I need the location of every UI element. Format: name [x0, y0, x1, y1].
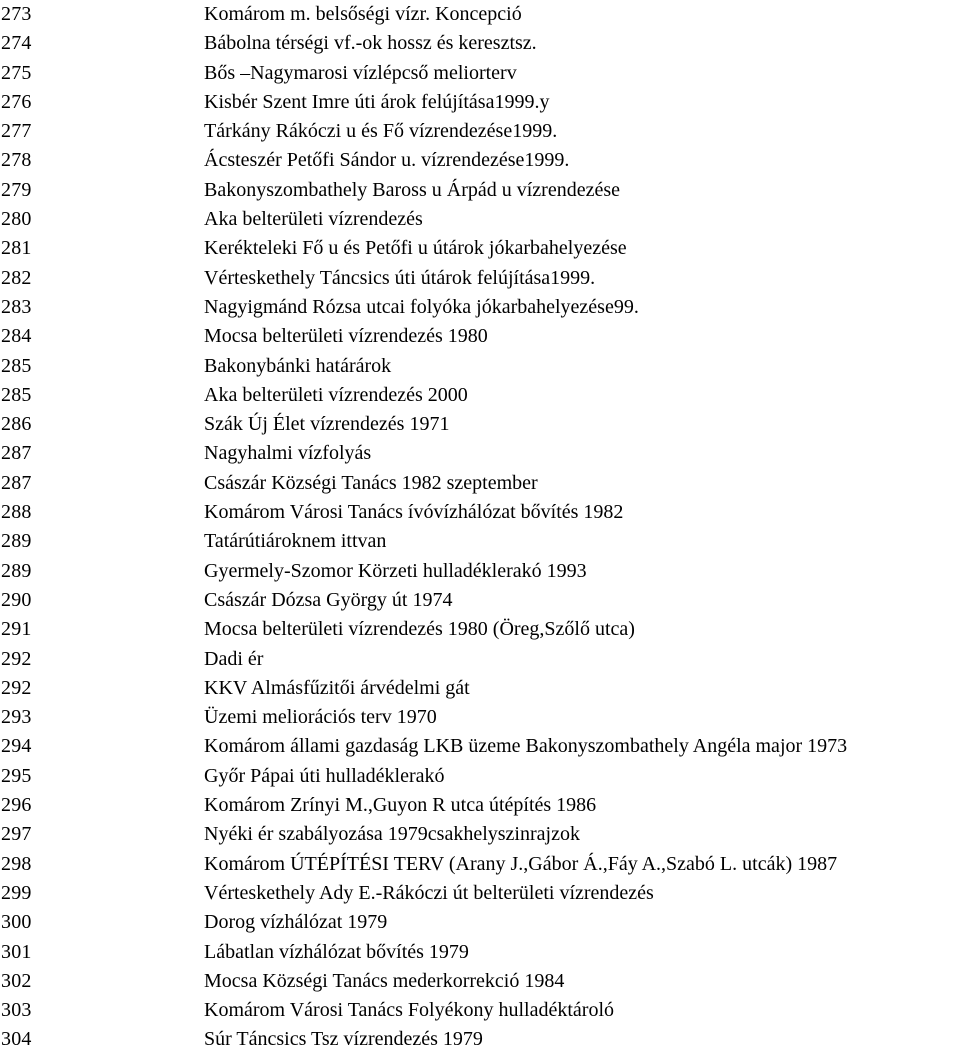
entry-number: 289 [1, 530, 32, 553]
list-item [0, 176, 960, 205]
entry-title: Bakonyszombathely Baross u Árpád u vízrendezése [204, 178, 620, 201]
entry-title: Komárom állami gazdaság LKB üzeme Bakonyszombathely Angéla major 1973 [204, 735, 848, 758]
entry-title: Császár Községi Tanács 1982 szeptember [204, 471, 538, 494]
entry-title: Kerékteleki Fő u és Petőfi u útárok jókarbahelyezése [204, 237, 627, 260]
list-item [0, 234, 960, 263]
entry-number: 282 [1, 266, 32, 289]
entry-number: 304 [1, 1028, 32, 1051]
entry-number: 301 [1, 940, 32, 963]
entry-number: 291 [1, 618, 32, 641]
entry-number: 303 [1, 999, 32, 1022]
list-item [0, 557, 960, 586]
entry-number: 284 [1, 325, 32, 348]
list-item [0, 703, 960, 732]
entry-number: 280 [1, 208, 32, 231]
entry-title: Császár Dózsa György út 1974 [204, 588, 453, 611]
entry-number: 287 [1, 471, 32, 494]
entry-title: Vérteskethely Táncsics úti útárok felújítása1999. [204, 266, 596, 289]
entry-number: 293 [1, 706, 32, 729]
list-item [0, 469, 960, 498]
entry-title: Szák Új Élet vízrendezés 1971 [204, 413, 450, 436]
entry-title: Mocsa belterületi vízrendezés 1980 [204, 325, 488, 348]
entry-title: Lábatlan vízhálózat bővítés 1979 [204, 940, 469, 963]
entry-title: Súr Táncsics Tsz vízrendezés 1979 [204, 1028, 483, 1051]
entry-title: Bős –Nagymarosi vízlépcső meliorterv [204, 61, 517, 84]
entry-number: 286 [1, 413, 32, 436]
list-item [0, 938, 960, 967]
entry-number: 292 [1, 676, 32, 699]
entry-number: 285 [1, 354, 32, 377]
entry-title: Aka belterületi vízrendezés 2000 [204, 383, 468, 406]
entry-number: 288 [1, 501, 32, 524]
list-item [0, 439, 960, 468]
entry-title: KKV Almásfűzitői árvédelmi gát [204, 676, 470, 699]
entry-number: 276 [1, 90, 32, 113]
entry-title: Bábolna térségi vf.-ok hossz és keresztsz. [204, 32, 537, 55]
list-item [0, 322, 960, 351]
entry-title: Győr Pápai úti hulladéklerakó [204, 764, 445, 787]
list-item [0, 732, 960, 761]
entry-number: 287 [1, 442, 32, 465]
list-item [0, 29, 960, 58]
list-item [0, 820, 960, 849]
entry-title: Tatárútiároknem ittvan [204, 530, 387, 553]
list-item [0, 0, 960, 29]
entry-number: 294 [1, 735, 32, 758]
entry-number: 278 [1, 149, 32, 172]
list-item [0, 527, 960, 556]
entry-title: Kisbér Szent Imre úti árok felújítása1999.y [204, 90, 550, 113]
list-item [0, 1025, 960, 1054]
list-item [0, 293, 960, 322]
list-item [0, 586, 960, 615]
entry-number: 279 [1, 178, 32, 201]
entry-number: 285 [1, 383, 32, 406]
list-item [0, 264, 960, 293]
entry-title: Komárom Zrínyi M.,Guyon R utca útépítés 1986 [204, 794, 597, 817]
entry-title: Dorog vízhálózat 1979 [204, 911, 388, 934]
entry-number: 277 [1, 120, 32, 143]
list-item [0, 791, 960, 820]
entry-number: 274 [1, 32, 32, 55]
list-item [0, 146, 960, 175]
entry-number: 283 [1, 295, 32, 318]
entry-title: Gyermely-Szomor Körzeti hulladéklerakó 1993 [204, 559, 587, 582]
entry-number: 292 [1, 647, 32, 670]
list-item [0, 879, 960, 908]
entry-number: 281 [1, 237, 32, 260]
entry-title: Komárom ÚTÉPÍTÉSI TERV (Arany J.,Gábor Á.,Fáy A.,Szabó L. utcák) 1987 [204, 852, 838, 875]
list-item [0, 352, 960, 381]
list-item [0, 410, 960, 439]
list-item [0, 967, 960, 996]
list-item [0, 381, 960, 410]
list-item [0, 996, 960, 1025]
entry-title: Nagyigmánd Rózsa utcai folyóka jókarbahelyezése99. [204, 295, 639, 318]
list-item [0, 117, 960, 146]
entry-title: Tárkány Rákóczi u és Fő vízrendezése1999. [204, 120, 558, 143]
list-item [0, 645, 960, 674]
entry-title: Üzemi meliorációs terv 1970 [204, 706, 437, 729]
entry-number: 275 [1, 61, 32, 84]
list-item [0, 908, 960, 937]
list-item [0, 762, 960, 791]
list-item [0, 498, 960, 527]
entry-title: Komárom Városi Tanács Folyékony hulladéktároló [204, 999, 614, 1022]
entry-title: Mocsa belterületi vízrendezés 1980 (Öreg,Szőlő utca) [204, 618, 635, 641]
entry-title: Ácsteszér Petőfi Sándor u. vízrendezése1999. [204, 149, 570, 172]
entry-number: 289 [1, 559, 32, 582]
entry-title: Nagyhalmi vízfolyás [204, 442, 372, 465]
entry-number: 273 [1, 3, 32, 25]
entry-number: 300 [1, 911, 32, 934]
entry-title: Komárom Városi Tanács ívóvízhálózat bővítés 1982 [204, 501, 624, 524]
entry-number: 295 [1, 764, 32, 787]
list-item [0, 205, 960, 234]
entry-number: 290 [1, 588, 32, 611]
entry-title: Komárom m. belsőségi vízr. Koncepció [204, 3, 522, 25]
entry-number: 302 [1, 969, 32, 992]
entry-title: Bakonybánki határárok [204, 354, 392, 377]
list-item [0, 88, 960, 117]
entry-number: 297 [1, 823, 32, 846]
entry-title: Nyéki ér szabályozása 1979csakhelyszinrajzok [204, 823, 580, 846]
list-item [0, 850, 960, 879]
list-item [0, 59, 960, 88]
entry-title: Aka belterületi vízrendezés [204, 208, 423, 231]
entry-number: 298 [1, 852, 32, 875]
entry-title: Vérteskethely Ady E.-Rákóczi út belterületi vízrendezés [204, 881, 654, 904]
list-item [0, 615, 960, 644]
entry-number: 296 [1, 794, 32, 817]
entry-title: Mocsa Községi Tanács mederkorrekció 1984 [204, 969, 565, 992]
entry-number: 299 [1, 881, 32, 904]
list-item [0, 674, 960, 703]
entry-title: Dadi ér [204, 647, 264, 670]
